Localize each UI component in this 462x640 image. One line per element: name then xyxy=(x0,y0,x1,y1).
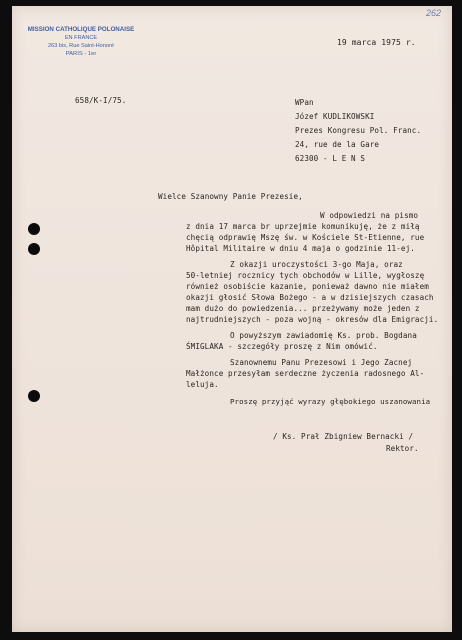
body-line: W odpowiedzi na pismo xyxy=(320,211,419,220)
punch-hole-middle xyxy=(28,243,40,255)
body-line: Z okazji uroczystości 3-go Maja, oraz xyxy=(230,260,403,269)
folio-number: 262 xyxy=(426,8,442,18)
recipient-line-1: WPan xyxy=(295,98,314,107)
body-line: O powyższym zawiadomię Ks. prob. Bogdana xyxy=(230,331,417,340)
body-line: mam dużo do powiedzenia... przeżywamy może jeden z xyxy=(186,304,420,313)
body-line: chęcią odprawię Mszę św. w Kościele St-Etienne, rue xyxy=(186,233,425,242)
letterhead-line-2: EN FRANCE xyxy=(64,35,98,41)
letterhead-line-4: PARIS - 1er xyxy=(65,51,97,57)
body-line: Szanownemu Panu Prezesowi i Jego Zacnej xyxy=(230,358,413,367)
signature-name: / Ks. Prał Zbigniew Bernacki / xyxy=(273,432,414,441)
letter-date: 19 marca 1975 r. xyxy=(337,38,416,47)
letterhead-line-3: 263 bis, Rue Saint-Honoré xyxy=(48,43,114,49)
recipient-address xyxy=(295,96,421,166)
closing-line: Proszę przyjąć wyrazy głębokiego uszanowania xyxy=(230,397,431,406)
punch-hole-top xyxy=(28,223,40,235)
body-line: również osobiście kazanie, ponieważ dawno nie miałem xyxy=(186,282,429,291)
body-line: Hôpital Militaire w dniu 4 maja o godzinie 11-ej. xyxy=(186,244,415,253)
recipient-line-5: 62300 - L E N S xyxy=(295,154,366,163)
punch-hole-bottom xyxy=(28,390,40,402)
body-line: z dnia 17 marca br uprzejmie komunikuję, że z miłą xyxy=(186,222,420,231)
reference-number: 658/K-I/75. xyxy=(75,96,127,105)
body-line: leluja. xyxy=(186,380,219,389)
signature-title: Rektor. xyxy=(386,444,419,453)
body-line: 50-letniej rocznicy tych obchodów w Lille, wygłoszę xyxy=(186,271,425,280)
body-line: najtrudniejszych - poza wojną - okresów dla Emigracji. xyxy=(186,315,439,324)
recipient-name: Józef KUDLIKOWSKI xyxy=(295,112,375,121)
body-line: okazji głosić Słowa Bożego - a w dzisiejszych czasach xyxy=(186,293,434,302)
body-line: Małżonce przesyłam serdeczne życzenia radosnego Al- xyxy=(186,369,425,378)
letterhead-line-1: MISSION CATHOLIQUE POLONAISE xyxy=(27,26,135,33)
salutation: Wielce Szanowny Panie Prezesie, xyxy=(158,192,303,201)
recipient-line-3: Prezes Kongresu Pol. Franc. xyxy=(295,126,422,135)
body-line: ŚMIGLAKA - szczegóły proszę z Nim omówić. xyxy=(186,342,378,351)
letterhead-stamp xyxy=(22,26,140,58)
recipient-line-4: 24, rue de la Gare xyxy=(295,140,380,149)
